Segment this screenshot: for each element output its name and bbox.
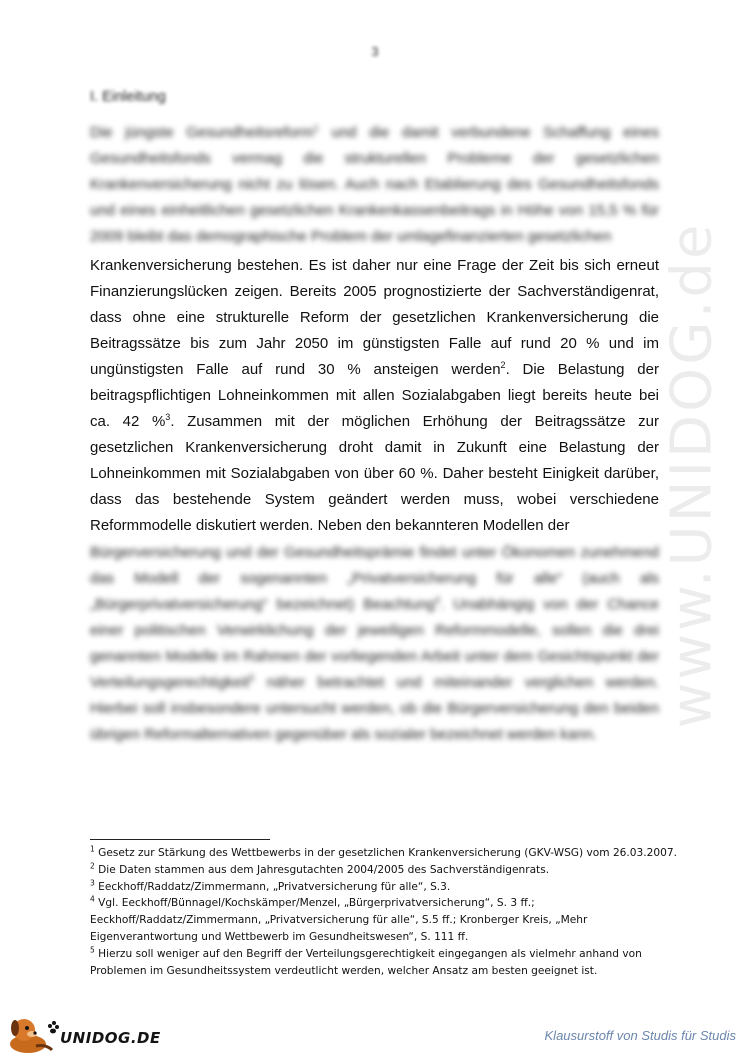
footnote-line: [90, 929, 690, 946]
text-line: [90, 146, 659, 172]
text-line: [90, 722, 659, 748]
text-line: [90, 487, 659, 513]
text-segment: übrigen Reformalternativen gegenüber als sozialer bezeichnet werden kann.: [90, 726, 597, 743]
text-segment: Krankenversicherung bestehen. Es ist daher nur eine Frage der Zeit bis sich erneut: [90, 257, 659, 274]
text-line: [90, 198, 659, 224]
text-segment: Finanzierungslücken zeigen. Bereits 2005 prognostizierte der Sachverständigenrat,: [90, 283, 659, 300]
text-segment: Krankenversicherung nicht zu lösen. Auch nach Etablierung des Gesundheitsfonds: [90, 176, 659, 193]
footnotes: [90, 845, 690, 979]
tagline: Klausurstoff von Studis für Studis: [544, 1028, 736, 1043]
footnote-line: [90, 912, 690, 929]
footnote-marker: 1: [90, 844, 95, 854]
text-segment: einer politischen Verwirklichung der jeweiligen Reformmodelle, sollen die drei: [90, 622, 659, 639]
footnote-marker: 3: [165, 412, 171, 422]
text-segment: Bürgerversicherung und der Gesundheitsprämie findet unter Ökonomen zunehmend: [90, 544, 659, 561]
footnote-marker: 2: [500, 360, 506, 370]
text-segment: und eines einheitlichen gesetzlichen Krankenkassenbeitrags in Höhe von 15,5 % für: [90, 202, 659, 219]
footnote-line: [90, 845, 690, 862]
logo-text: UNIDOG.DE: [60, 1029, 161, 1047]
text-line: [90, 566, 659, 592]
text-segment: und die damit verbundene Schaffung eines: [318, 124, 659, 141]
text-segment: beitragspflichtigen Lohneinkommen mit allen Sozialabgaben liegt bereits heute bei: [90, 387, 659, 404]
text-line: [90, 618, 659, 644]
text-line: [90, 435, 659, 461]
text-segment: Lohneinkommen mit Sozialabgaben von über 60 %. Daher besteht Einigkeit darüber,: [90, 465, 659, 482]
text-segment: „Bürgerprivatversicherung“ bezeichnet) Beachtung: [90, 596, 436, 613]
text-segment: Reformmodelle diskutiert werden. Neben den bekannteren Modellen der: [90, 517, 570, 534]
text-segment: . Die Belastung der: [505, 361, 659, 378]
text-line: [90, 305, 659, 331]
text-line: [90, 644, 659, 670]
footnote-line: [90, 862, 690, 879]
text-line: [90, 592, 659, 618]
text-segment: dass ohne eine strukturelle Reform der gesetzlichen Krankenversicherung die: [90, 309, 659, 326]
text-line: [90, 409, 659, 435]
text-segment: Hierbei soll insbesondere untersucht werden, ob die Bürgerversicherung den beiden: [90, 700, 659, 717]
footnote-marker: 1: [313, 123, 319, 133]
footnote-marker: 2: [90, 861, 95, 871]
footnote-line: [90, 879, 690, 896]
footnote-line: [90, 946, 690, 963]
footnote-rule: [90, 839, 270, 840]
text-segment: Verteilungsgerechtigkeit: [90, 674, 250, 691]
text-segment: Eigenverantwortung und Wettbewerb im Gesundheitswesen“, S. 111 ff.: [90, 930, 469, 943]
text-segment: näher betrachtet und miteinander verglichen werden.: [254, 674, 659, 691]
body-paragraph-blurred-top: [90, 120, 659, 250]
footnote-line: [90, 963, 690, 980]
text-segment: Problemen im Gesundheitssystem verdeutlicht werden, welcher Ansatz am besten geeignet ist.: [90, 964, 598, 977]
text-segment: ungünstigsten Falle auf rund 30 % ansteigen werden: [90, 361, 501, 378]
text-line: [90, 461, 659, 487]
text-segment: Hierzu soll weniger auf den Begriff der Verteilungsgerechtigkeit eingegangen als vielmehr anhand von: [94, 947, 642, 960]
body-paragraph-blurred-bottom: [90, 540, 659, 748]
text-line: [90, 172, 659, 198]
text-line: [90, 383, 659, 409]
footnote-marker: 5: [249, 673, 255, 683]
text-segment: Gesetz zur Stärkung des Wettbewerbs in der gesetzlichen Krankenversicherung (GKV-WSG) vom 26.03.2007.: [94, 847, 677, 859]
text-segment: genannten Modelle im Rahmen der vorliegenden Arbeit unter dem Gesichtspunkt der: [90, 648, 659, 665]
text-segment: 2009 bleibt das demographische Problem der umlagefinanzierten gesetzlichen: [90, 228, 612, 245]
dog-mascot-icon: [2, 1012, 60, 1056]
section-heading: I. Einleitung: [90, 89, 166, 105]
text-segment: gesetzlichen Krankenversicherung droht damit in Zukunft eine Belastung der: [90, 439, 659, 456]
text-segment: Eeckhoff/Raddatz/Zimmermann, „Privatversicherung für alle“, S.3.: [94, 880, 451, 893]
text-segment: Vgl. Eeckhoff/Bünnagel/Kochskämper/Menzel, „Bürgerprivatversicherung“, S. 3 ff.;: [94, 897, 535, 910]
text-segment: . Zusammen mit der möglichen Erhöhung der Beitragssätze zur: [170, 413, 660, 430]
text-line: [90, 540, 659, 566]
text-segment: das Modell der sogenannten „Privatversicherung für alle“ (auch als: [90, 570, 659, 587]
footnote-marker: 3: [90, 878, 95, 888]
text-line: [90, 331, 659, 357]
text-segment: Beitragssätze bis zum Jahr 2050 im günstigsten Falle auf rund 20 % und im: [90, 335, 659, 352]
text-segment: Gesundheitsfonds vermag die strukturellen Probleme der gesetzlichen: [90, 150, 659, 167]
text-segment: Eeckhoff/Raddatz/Zimmermann, „Privatversicherung für alle“, S.5 ff.; Kronberger Kreis, „Mehr: [90, 914, 588, 927]
page-number: 3: [371, 44, 379, 59]
text-line: [90, 279, 659, 305]
text-line: [90, 670, 659, 696]
footnote-marker: 4: [435, 595, 441, 605]
text-line: [90, 357, 659, 383]
text-line: [90, 253, 659, 279]
text-line: [90, 224, 659, 250]
text-segment: . Unabhängig von der Chance: [440, 596, 659, 613]
text-segment: Die jüngste Gesundheitsreform: [90, 124, 314, 141]
unidog-logo[interactable]: [2, 1012, 161, 1056]
text-segment: Die Daten stammen aus dem Jahresgutachten 2004/2005 des Sachverständigenrats.: [94, 863, 550, 876]
footnote-marker: 4: [90, 894, 95, 904]
body-paragraph-visible: [90, 253, 659, 539]
text-line: [90, 120, 659, 146]
footnote-line: [90, 895, 690, 912]
watermark-text: www.UNIDOG.de: [659, 221, 725, 729]
text-line: [90, 513, 659, 539]
text-line: [90, 696, 659, 722]
text-segment: ca. 42 %: [90, 413, 166, 430]
footnote-marker: 5: [90, 945, 95, 955]
text-segment: dass das bestehende System geändert werden muss, wobei verschiedene: [90, 491, 659, 508]
